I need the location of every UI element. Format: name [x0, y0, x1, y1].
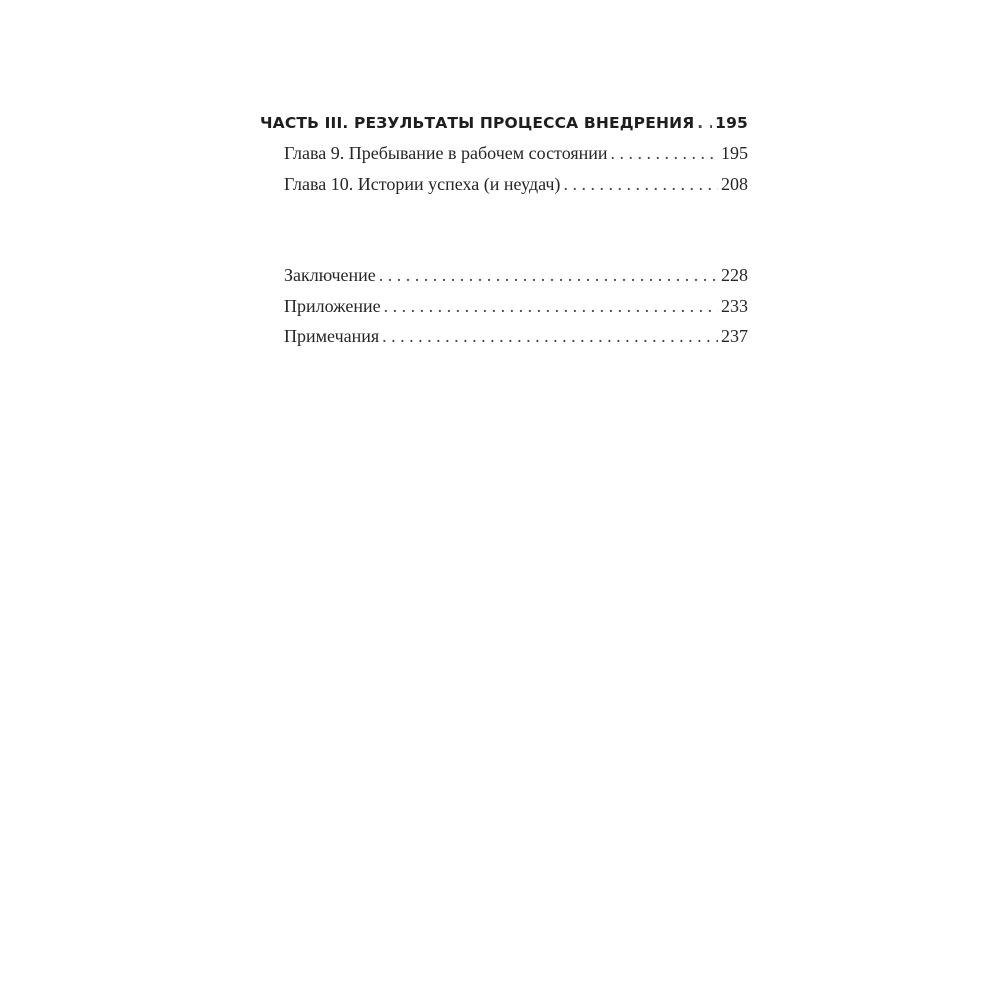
toc-chapter-title: Глава 10. Истории успеха (и неудач) — [284, 173, 561, 194]
table-of-contents — [260, 108, 748, 352]
toc-backmatter-entry[interactable] — [260, 291, 748, 322]
toc-backmatter-title: Заключение — [284, 265, 376, 285]
dot-leader — [611, 138, 718, 169]
dot-leader — [697, 108, 712, 138]
toc-page-number: 237 — [721, 326, 748, 346]
dot-leader — [382, 321, 718, 352]
dot-leader — [379, 260, 718, 291]
toc-page-number: 233 — [721, 295, 748, 316]
dot-leader — [384, 291, 718, 322]
toc-backmatter-title: Приложение — [284, 295, 381, 316]
dot-leader — [563, 169, 718, 200]
toc-page-number: 195 — [715, 114, 748, 132]
toc-backmatter-entry[interactable] — [260, 260, 748, 291]
toc-backmatter-title: Примечания — [284, 326, 380, 346]
section-gap — [260, 199, 748, 260]
toc-backmatter-entry[interactable] — [260, 321, 748, 352]
toc-chapter-entry[interactable] — [260, 169, 748, 200]
toc-page-number: 208 — [721, 173, 748, 194]
toc-part-entry[interactable] — [260, 108, 748, 138]
toc-chapter-title: Глава 9. Пребывание в рабочем состоянии — [284, 143, 608, 163]
toc-page-number: 195 — [721, 143, 748, 163]
toc-page-number: 228 — [721, 265, 748, 285]
toc-part-title: ЧАСТЬ III. РЕЗУЛЬТАТЫ ПРОЦЕССА ВНЕДРЕНИЯ — [260, 114, 695, 132]
toc-chapter-entry[interactable] — [260, 138, 748, 169]
